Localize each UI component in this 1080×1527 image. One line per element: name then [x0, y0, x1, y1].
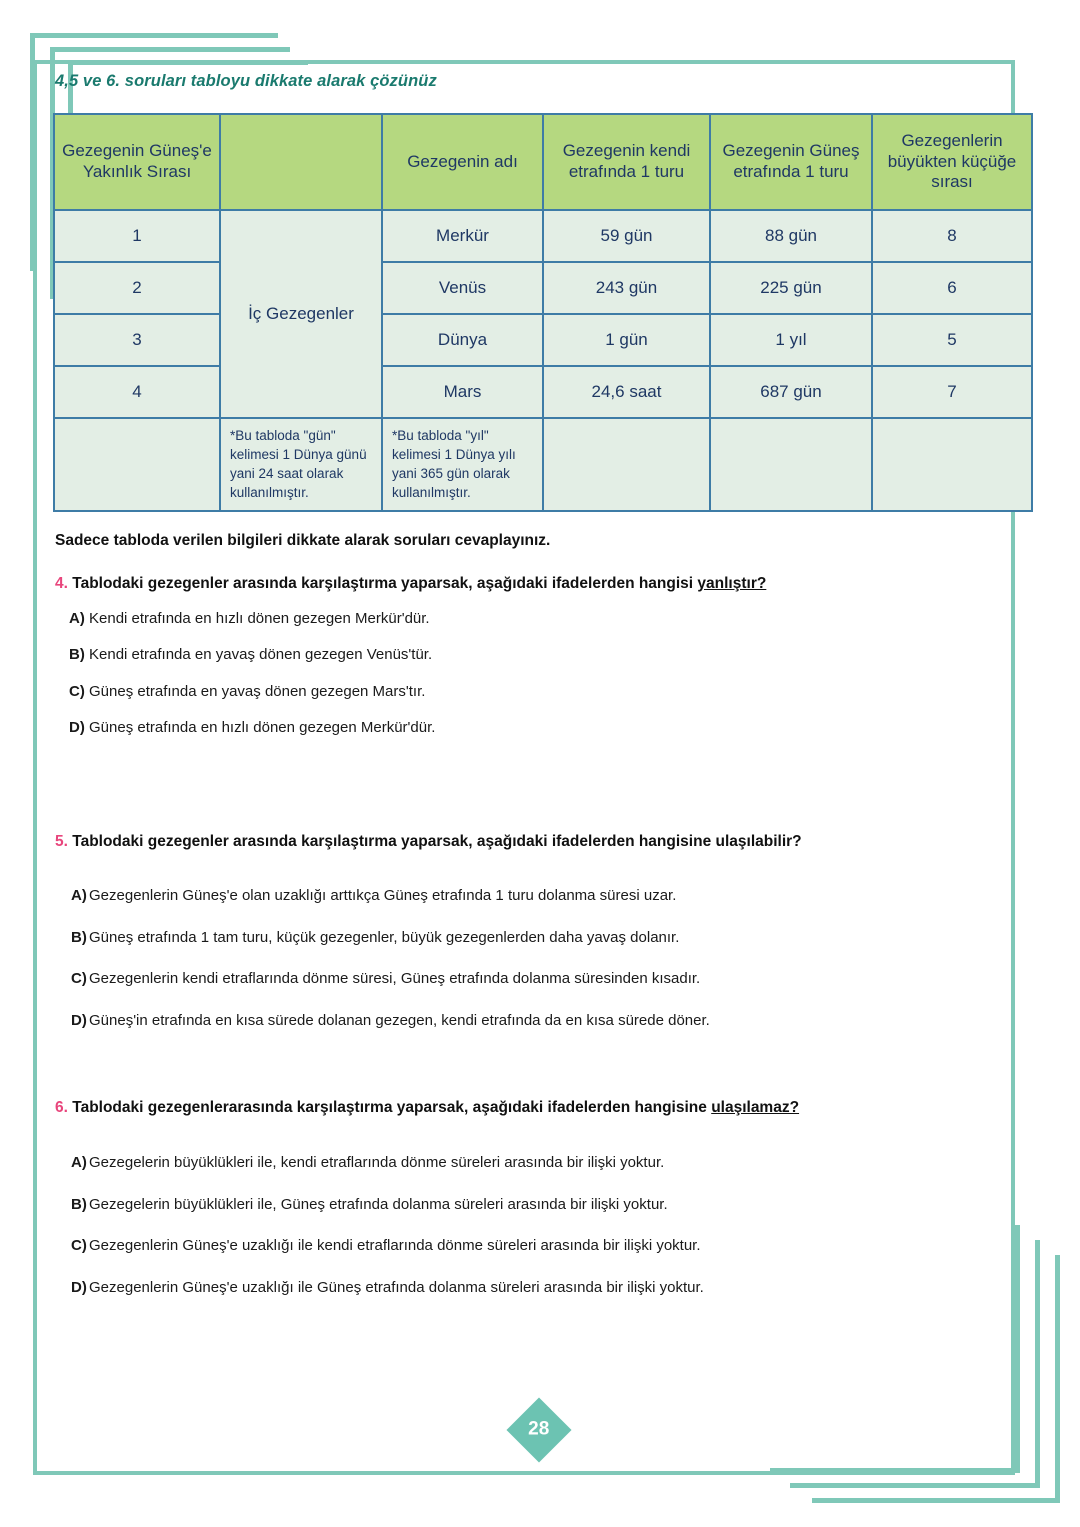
- question-6-stem-emphasis: ulaşılamaz?: [711, 1099, 800, 1117]
- question-4-stem-emphasis: yanlıştır?: [697, 574, 767, 592]
- cell-self-rotation: 243 gün: [543, 262, 710, 314]
- question-6-stem: [55, 1098, 1032, 1119]
- option-item[interactable]: [55, 886, 1032, 906]
- cell-sun-orbit: 88 gün: [710, 210, 872, 262]
- cell-planet-name: Mars: [382, 366, 543, 418]
- footnote-cell-year: *Bu tabloda "yıl" kelimesi 1 Dünya yılı yani 365 gün olarak kullanılmıştır.: [382, 418, 543, 511]
- cell-group-label: İç Gezegenler: [220, 210, 382, 418]
- cell-size-rank: 5: [872, 314, 1032, 366]
- cell-sun-orbit: 1 yıl: [710, 314, 872, 366]
- page-number-text: 28: [528, 1418, 550, 1440]
- option-letter: B): [71, 1195, 87, 1213]
- table-row: [54, 314, 1032, 366]
- table-row: [54, 366, 1032, 418]
- question-5-stem: [55, 832, 1032, 853]
- question-6: [55, 1098, 1032, 1297]
- table-row: [54, 262, 1032, 314]
- cell-order: 4: [54, 366, 220, 418]
- table-footnote-row: [54, 418, 1032, 511]
- question-5-number: 5.: [55, 832, 68, 850]
- option-text: Güneş etrafında 1 tam turu, küçük gezegenler, büyük gezegenlerden daha yavaş dolanır.: [89, 928, 680, 946]
- option-text: Güneş etrafında en hızlı dönen gezegen Merkür'dür.: [89, 719, 436, 737]
- table-header-sun-orbit: Gezegenin Güneş etrafında 1 turu: [710, 114, 872, 210]
- option-letter: C): [71, 970, 87, 988]
- question-5-options: [55, 886, 1032, 1030]
- cell-size-rank: 8: [872, 210, 1032, 262]
- option-item[interactable]: [55, 718, 1032, 738]
- option-letter: B): [71, 928, 87, 946]
- page-content: [52, 72, 1032, 1319]
- option-item[interactable]: [55, 1278, 1032, 1298]
- cell-order: 2: [54, 262, 220, 314]
- option-text: Güneş etrafında en yavaş dönen gezegen Mars'tır.: [89, 682, 426, 700]
- planets-table: [53, 113, 1033, 512]
- question-6-stem-text: Tablodaki gezegenlerarasında karşılaştırma yaparsak, aşağıdaki ifadelerden hangisine: [72, 1099, 712, 1117]
- question-4-stem: [55, 574, 1032, 595]
- option-letter: C): [71, 1237, 87, 1255]
- option-item[interactable]: [55, 1153, 1032, 1173]
- cell-sun-orbit: 225 gün: [710, 262, 872, 314]
- option-text: Gezegelerin büyüklükleri ile, Güneş etrafında dolanma süreleri arasında bir ilişki yoktur.: [89, 1195, 668, 1213]
- option-letter: D): [71, 1011, 87, 1029]
- option-text: Gezegenlerin Güneş'e olan uzaklığı arttıkça Güneş etrafında 1 turu dolanma süresi uzar.: [89, 887, 677, 905]
- cell-sun-orbit: 687 gün: [710, 366, 872, 418]
- question-6-number: 6.: [55, 1099, 68, 1117]
- option-text: Gezegenlerin Güneş'e uzaklığı ile kendi etraflarında dönme süreleri arasında bir ilişki yoktur.: [89, 1237, 701, 1255]
- cell-self-rotation: 24,6 saat: [543, 366, 710, 418]
- option-text: Gezegelerin büyüklükleri ile, kendi etraflarında dönme süreleri arasında bir ilişki yoktur.: [89, 1154, 665, 1172]
- cell-self-rotation: 59 gün: [543, 210, 710, 262]
- cell-planet-name: Dünya: [382, 314, 543, 366]
- option-letter: A): [71, 887, 87, 905]
- option-letter: A): [69, 609, 85, 627]
- option-letter: D): [69, 719, 85, 737]
- option-item[interactable]: [55, 1195, 1032, 1215]
- option-item[interactable]: [55, 1011, 1032, 1031]
- option-letter: A): [71, 1154, 87, 1172]
- question-6-options: [55, 1153, 1032, 1297]
- cell-planet-name: Venüs: [382, 262, 543, 314]
- table-header-order: Gezegenin Güneş'e Yakınlık Sırası: [54, 114, 220, 210]
- cell-order: 1: [54, 210, 220, 262]
- option-item[interactable]: [55, 969, 1032, 989]
- cell-planet-name: Merkür: [382, 210, 543, 262]
- table-header-group: [220, 114, 382, 210]
- question-5: [55, 832, 1032, 1031]
- option-item[interactable]: [55, 682, 1032, 702]
- option-text: Gezegenlerin kendi etraflarında dönme süresi, Güneş etrafında dolanma süresinden kısadır.: [89, 970, 701, 988]
- footnote-cell-empty-4: [872, 418, 1032, 511]
- footnote-cell-empty-1: [54, 418, 220, 511]
- answer-instruction-note: Sadece tabloda verilen bilgileri dikkate alarak soruları cevaplayınız.: [55, 531, 551, 549]
- table-header-row: [54, 114, 1032, 210]
- option-text: Kendi etrafında en hızlı dönen gezegen Merkür'dür.: [89, 609, 430, 627]
- option-letter: C): [69, 682, 85, 700]
- option-item[interactable]: [55, 928, 1032, 948]
- option-item[interactable]: [55, 609, 1032, 629]
- option-text: Gezegenlerin Güneş'e uzaklığı ile Güneş etrafında dolanma süreleri arasında bir ilişki yoktur.: [89, 1278, 704, 1296]
- cell-size-rank: 6: [872, 262, 1032, 314]
- option-text: Güneş'in etrafında en kısa sürede dolanan gezegen, kendi etrafında da en kısa sürede döner.: [89, 1011, 710, 1029]
- question-4-number: 4.: [55, 574, 68, 592]
- table-header-name: Gezegenin adı: [382, 114, 543, 210]
- question-4-stem-text: Tablodaki gezegenler arasında karşılaştırma yaparsak, aşağıdaki ifadelerden hangisi: [72, 574, 698, 592]
- option-letter: B): [69, 646, 85, 664]
- footnote-cell-empty-3: [710, 418, 872, 511]
- footnote-cell-day: *Bu tabloda "gün" kelimesi 1 Dünya günü yani 24 saat olarak kullanılmıştır.: [220, 418, 382, 511]
- instruction-heading: 4,5 ve 6. soruları tabloyu dikkate alarak çözünüz: [55, 72, 437, 90]
- option-letter: D): [71, 1278, 87, 1296]
- cell-self-rotation: 1 gün: [543, 314, 710, 366]
- page-number-badge: [506, 1397, 571, 1462]
- option-item[interactable]: [55, 1236, 1032, 1256]
- table-row: [54, 210, 1032, 262]
- question-4-options: [55, 609, 1032, 738]
- footnote-cell-empty-2: [543, 418, 710, 511]
- option-item[interactable]: [55, 645, 1032, 665]
- table-header-self-rotation: Gezegenin kendi etrafında 1 turu: [543, 114, 710, 210]
- question-4: [55, 574, 1032, 738]
- table-header-size-rank: Gezegenlerin büyükten küçüğe sırası: [872, 114, 1032, 210]
- question-5-stem-text: Tablodaki gezegenler arasında karşılaştırma yaparsak, aşağıdaki ifadelerden hangisine ulaşılabilir?: [72, 832, 802, 850]
- cell-size-rank: 7: [872, 366, 1032, 418]
- cell-order: 3: [54, 314, 220, 366]
- option-text: Kendi etrafında en yavaş dönen gezegen Venüs'tür.: [89, 646, 433, 664]
